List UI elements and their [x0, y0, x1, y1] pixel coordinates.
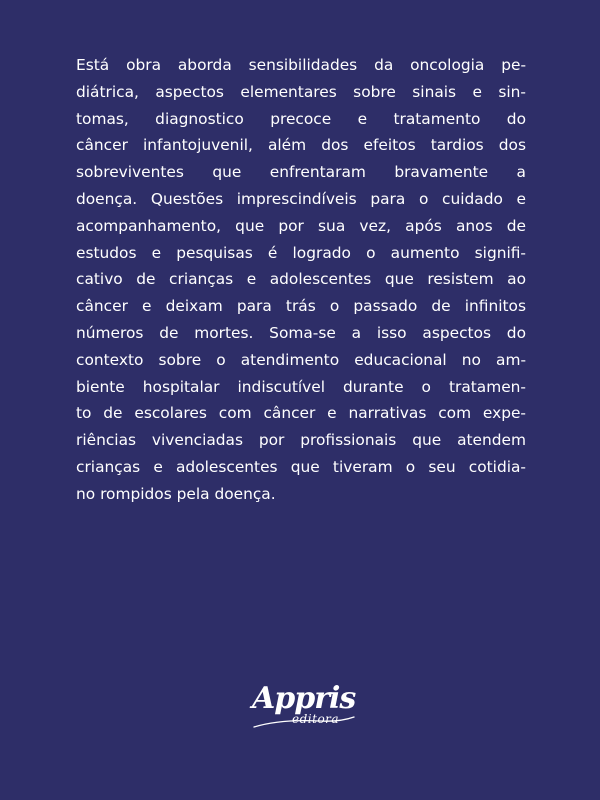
blurb-line: to de escolares com câncer e narrativas com expe- [76, 404, 526, 423]
blurb-line: câncer infantojuvenil, além dos efeitos tardios dos [76, 136, 526, 155]
back-cover-blurb [76, 52, 526, 508]
blurb-line: sobreviventes que enfrentaram bravamente a [76, 163, 526, 182]
publisher-logo [250, 683, 360, 733]
blurb-line: números de mortes. Soma-se a isso aspectos do [76, 323, 526, 342]
blurb-line: biente hospitalar indiscutível durante o tratamen- [76, 377, 526, 396]
blurb-line: no rompidos pela doença. [76, 484, 276, 503]
blurb-line: estudos e pesquisas é logrado o aumento signifi- [76, 243, 526, 262]
blurb-line: câncer e deixam para trás o passado de infinitos [76, 297, 526, 316]
blurb-line: Está obra aborda sensibilidades da oncologia pe- [76, 56, 526, 74]
blurb-line: riências vivenciadas por profissionais que atendem [76, 431, 526, 450]
blurb-line: acompanhamento, que por sua vez, após anos de [76, 216, 526, 235]
logo-wordmark: Appris [252, 681, 356, 716]
blurb-line: tomas, diagnostico precoce e tratamento do [76, 109, 526, 128]
blurb-line: cativo de crianças e adolescentes que resistem ao [76, 270, 526, 289]
blurb-line: diátrica, aspectos elementares sobre sinais e sin- [76, 82, 526, 101]
blurb-line: doença. Questões imprescindíveis para o cuidado e [76, 189, 526, 208]
blurb-line: crianças e adolescentes que tiveram o seu cotidia- [76, 457, 526, 476]
blurb-line: contexto sobre o atendimento educacional no am- [76, 350, 526, 369]
logo-subtitle: editora [292, 712, 340, 726]
